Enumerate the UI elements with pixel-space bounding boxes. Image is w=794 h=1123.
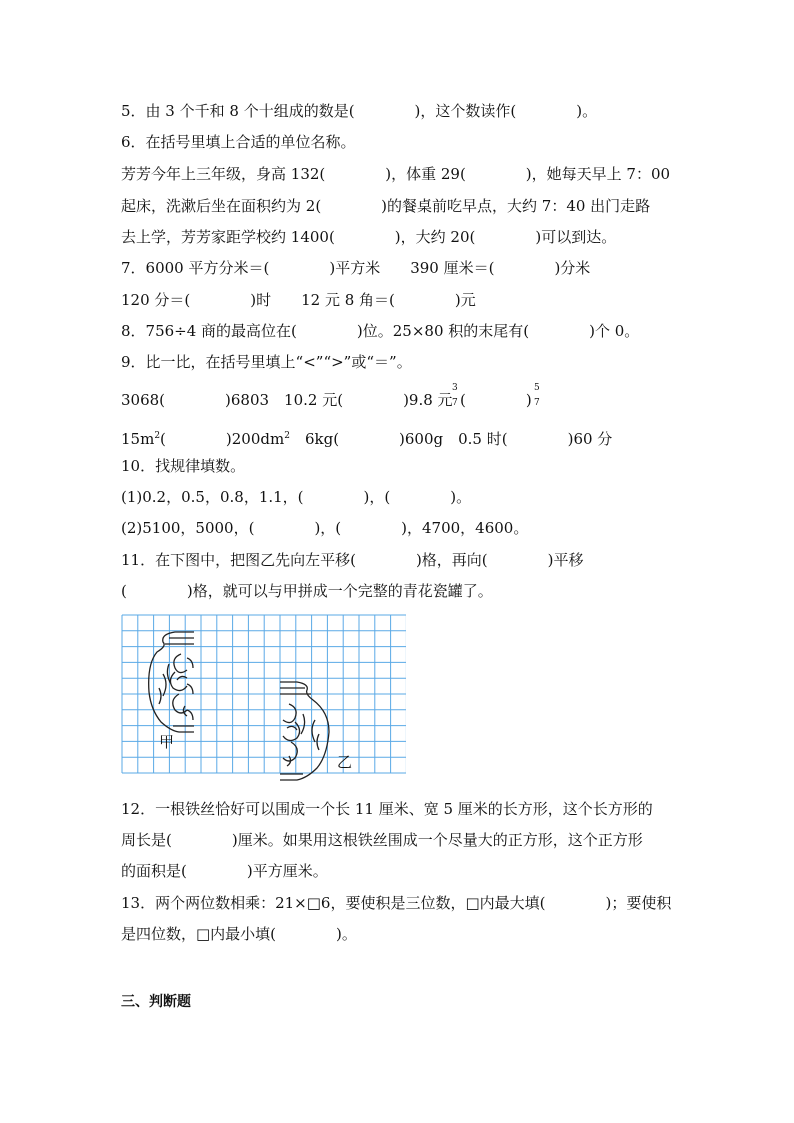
q11-line-1: 11．在下图中，把图乙先向左平移( )格，再向( )平移 (121, 551, 584, 569)
q12-line-1: 12．一根铁丝恰好可以围成一个长 11 厘米、宽 5 厘米的长方形，这个长方形的 (121, 800, 653, 818)
fraction-2-numerator: 5 (534, 383, 540, 393)
q6-text-line-1: 芳芳今年上三年级，身高 132( )，体重 29( )，她每天早上 7：00 (121, 165, 671, 183)
q9-compare-rest: 6kg( )600g 0.5 时( )60 分 (289, 430, 613, 448)
q10-line: 10．找规律填数。 (121, 457, 246, 475)
q9-compare-paren: ( ) (460, 391, 532, 409)
fraction-1-denominator: 7 (452, 398, 458, 408)
fraction-2-denominator: 7 (534, 398, 540, 408)
vase-yi-drawing (280, 682, 329, 780)
q9-compare-row-1: 3068( )6803 10.2 元( )9.8 元 (121, 391, 453, 409)
grid-figure (121, 614, 406, 784)
q9-area-1: 15m (121, 430, 155, 448)
label-yi: 乙 (337, 753, 353, 771)
q9-compare-row-2 (121, 426, 612, 449)
q10-part-2: (2)5100，5000，( )，( )，4700，4600。 (121, 519, 529, 537)
q13-line-2: 是四位数，□内最小填( )。 (121, 925, 357, 943)
q9-line: 9．比一比，在括号里填上“<”“>”或“＝”。 (121, 353, 412, 371)
q9-area-2: ( )200dm (160, 430, 285, 448)
q10-part-1: (1)0.2，0.5，0.8，1.1，( )，( )。 (121, 488, 472, 506)
label-jia: 甲 (159, 733, 175, 751)
q7-line-1: 7．6000 平方分米＝( )平方米 390 厘米＝( )分米 (121, 259, 591, 277)
q6-text-line-2: 起床，洗漱后坐在面积约为 2( )的餐桌前吃早点，大约 7：40 出门走路 (121, 197, 651, 215)
q7-line-2: 120 分＝( )时 12 元 8 角＝( )元 (121, 291, 476, 309)
q8-line: 8．756÷4 商的最高位在( )位。25×80 积的末尾有( )个 0。 (121, 322, 640, 340)
q6-text-line-3: 去上学，芳芳家距学校约 1400( )，大约 20( )可以到达。 (121, 228, 617, 246)
q9-area-2-exponent: 2 (284, 431, 290, 441)
q13-line-1: 13．两个两位数相乘：21×□6，要使积是三位数，□内最大填( )；要使积 (121, 894, 672, 912)
q5-line: 5．由 3 个千和 8 个十组成的数是( )，这个数读作( )。 (121, 102, 598, 120)
section-heading: 三、判断题 (121, 994, 191, 1010)
fraction-1-numerator: 3 (452, 383, 458, 393)
q11-line-2: ( )格，就可以与甲拼成一个完整的青花瓷罐了。 (121, 582, 493, 600)
q6-line: 6．在括号里填上合适的单位名称。 (121, 133, 356, 151)
q12-line-2: 周长是( )厘米。如果用这根铁丝围成一个尽量大的正方形，这个正方形 (121, 831, 643, 849)
q12-line-3: 的面积是( )平方厘米。 (121, 862, 328, 880)
q9-area-1-exponent: 2 (154, 431, 161, 441)
